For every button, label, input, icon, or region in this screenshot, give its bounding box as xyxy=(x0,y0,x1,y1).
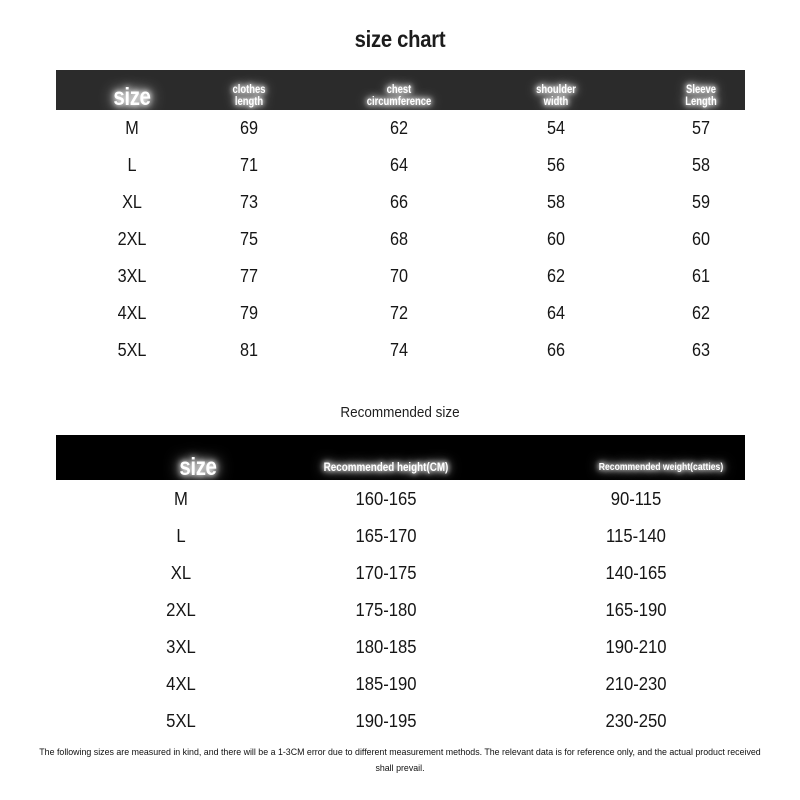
size-chart-header-row xyxy=(56,70,745,110)
cell-rec-height: 190-195 xyxy=(355,710,417,731)
cell-chest-circumference: 70 xyxy=(389,266,409,286)
cell-shoulder-width: 56 xyxy=(546,155,566,175)
column-header-size: size xyxy=(113,83,151,111)
cell-chest-circumference: 74 xyxy=(389,340,409,360)
cell-size: 5XL xyxy=(117,340,147,360)
cell-shoulder-width: 54 xyxy=(546,118,566,138)
cell-rec-weight: 140-165 xyxy=(605,562,667,583)
column-header-rec-size: size xyxy=(179,453,217,481)
cell-shoulder-width: 62 xyxy=(546,266,566,286)
cell-sleeve-length: 62 xyxy=(691,303,711,323)
cell-sleeve-length: 58 xyxy=(691,155,711,175)
cell-rec-weight: 90-115 xyxy=(610,488,662,509)
cell-rec-weight: 165-190 xyxy=(605,599,667,620)
cell-clothes-length: 73 xyxy=(239,192,259,212)
cell-clothes-length: 77 xyxy=(239,266,259,286)
cell-rec-size: 2XL xyxy=(166,599,196,620)
recommended-size-header-row xyxy=(56,435,745,480)
cell-size: M xyxy=(125,118,139,138)
column-header-sleeve-length-line1: Sleeve xyxy=(686,84,716,97)
table-row xyxy=(56,221,745,258)
column-header-sleeve-length xyxy=(640,85,763,110)
cell-shoulder-width: 66 xyxy=(546,340,566,360)
column-header-recommended-weight: Recommended weight(catties) xyxy=(598,461,724,474)
cell-shoulder-width: 64 xyxy=(546,303,566,323)
cell-chest-circumference: 66 xyxy=(389,192,409,212)
table-row xyxy=(56,184,745,221)
cell-rec-height: 185-190 xyxy=(355,673,417,694)
column-header-chest-circumference xyxy=(329,85,468,110)
cell-chest-circumference: 72 xyxy=(389,303,409,323)
table-row xyxy=(56,628,745,665)
cell-sleeve-length: 59 xyxy=(691,192,711,212)
recommended-size-table xyxy=(56,435,745,739)
cell-chest-circumference: 68 xyxy=(389,229,409,249)
size-chart-table xyxy=(56,70,745,369)
table-row xyxy=(56,332,745,369)
column-header-shoulder-width-line2: width xyxy=(543,96,569,109)
column-header-shoulder-width-line1: shoulder xyxy=(536,84,576,97)
column-header-chest-circumference-line2: circumference xyxy=(366,96,432,109)
cell-rec-size: 5XL xyxy=(166,710,196,731)
cell-rec-size: 4XL xyxy=(166,673,196,694)
table-row xyxy=(56,147,745,184)
column-header-chest-circumference-line1: chest xyxy=(386,84,412,97)
table-row xyxy=(56,110,745,147)
cell-rec-height: 160-165 xyxy=(355,488,417,509)
cell-rec-size: XL xyxy=(170,562,192,583)
column-header-sleeve-length-line2: Length xyxy=(685,96,717,109)
footnote-disclaimer: The following sizes are measured in kind, and there will be a 1-3CM error due to different measurement methods. The relevant data is for reference only, and the actual product received shall prevail. xyxy=(39,747,761,774)
cell-size: XL xyxy=(122,192,142,212)
page-title: size chart xyxy=(354,26,446,52)
cell-rec-size: L xyxy=(176,525,186,546)
column-header-clothes-length-line1: clothes xyxy=(232,84,266,97)
cell-sleeve-length: 57 xyxy=(691,118,711,138)
cell-clothes-length: 71 xyxy=(239,155,259,175)
table-row xyxy=(56,295,745,332)
cell-rec-weight: 210-230 xyxy=(605,673,667,694)
cell-rec-height: 180-185 xyxy=(355,636,417,657)
cell-chest-circumference: 62 xyxy=(389,118,409,138)
cell-rec-height: 175-180 xyxy=(355,599,417,620)
cell-shoulder-width: 58 xyxy=(546,192,566,212)
cell-rec-size: 3XL xyxy=(166,636,196,657)
column-header-clothes-length-line2: length xyxy=(234,96,264,109)
table-row xyxy=(56,591,745,628)
table-row xyxy=(56,258,745,295)
cell-rec-height: 165-170 xyxy=(355,525,417,546)
table-row xyxy=(56,702,745,739)
table-row xyxy=(56,480,745,517)
cell-sleeve-length: 61 xyxy=(691,266,711,286)
cell-rec-height: 170-175 xyxy=(355,562,417,583)
cell-clothes-length: 69 xyxy=(239,118,259,138)
recommended-size-caption: Recommended size xyxy=(340,404,460,421)
cell-size: 2XL xyxy=(117,229,147,249)
cell-size: 4XL xyxy=(117,303,147,323)
table-row xyxy=(56,554,745,591)
column-header-recommended-height: Recommended height(CM) xyxy=(323,459,449,474)
cell-clothes-length: 75 xyxy=(239,229,259,249)
cell-sleeve-length: 63 xyxy=(691,340,711,360)
cell-clothes-length: 79 xyxy=(239,303,259,323)
cell-clothes-length: 81 xyxy=(239,340,259,360)
column-header-clothes-length xyxy=(188,85,311,110)
cell-rec-weight: 230-250 xyxy=(605,710,667,731)
cell-rec-size: M xyxy=(174,488,188,509)
table-row xyxy=(56,665,745,702)
cell-shoulder-width: 60 xyxy=(546,229,566,249)
table-row xyxy=(56,517,745,554)
cell-sleeve-length: 60 xyxy=(691,229,711,249)
cell-size: 3XL xyxy=(117,266,147,286)
cell-rec-weight: 190-210 xyxy=(605,636,667,657)
cell-size: L xyxy=(127,155,137,175)
cell-rec-weight: 115-140 xyxy=(606,525,666,546)
column-header-shoulder-width xyxy=(490,85,621,110)
cell-chest-circumference: 64 xyxy=(389,155,409,175)
